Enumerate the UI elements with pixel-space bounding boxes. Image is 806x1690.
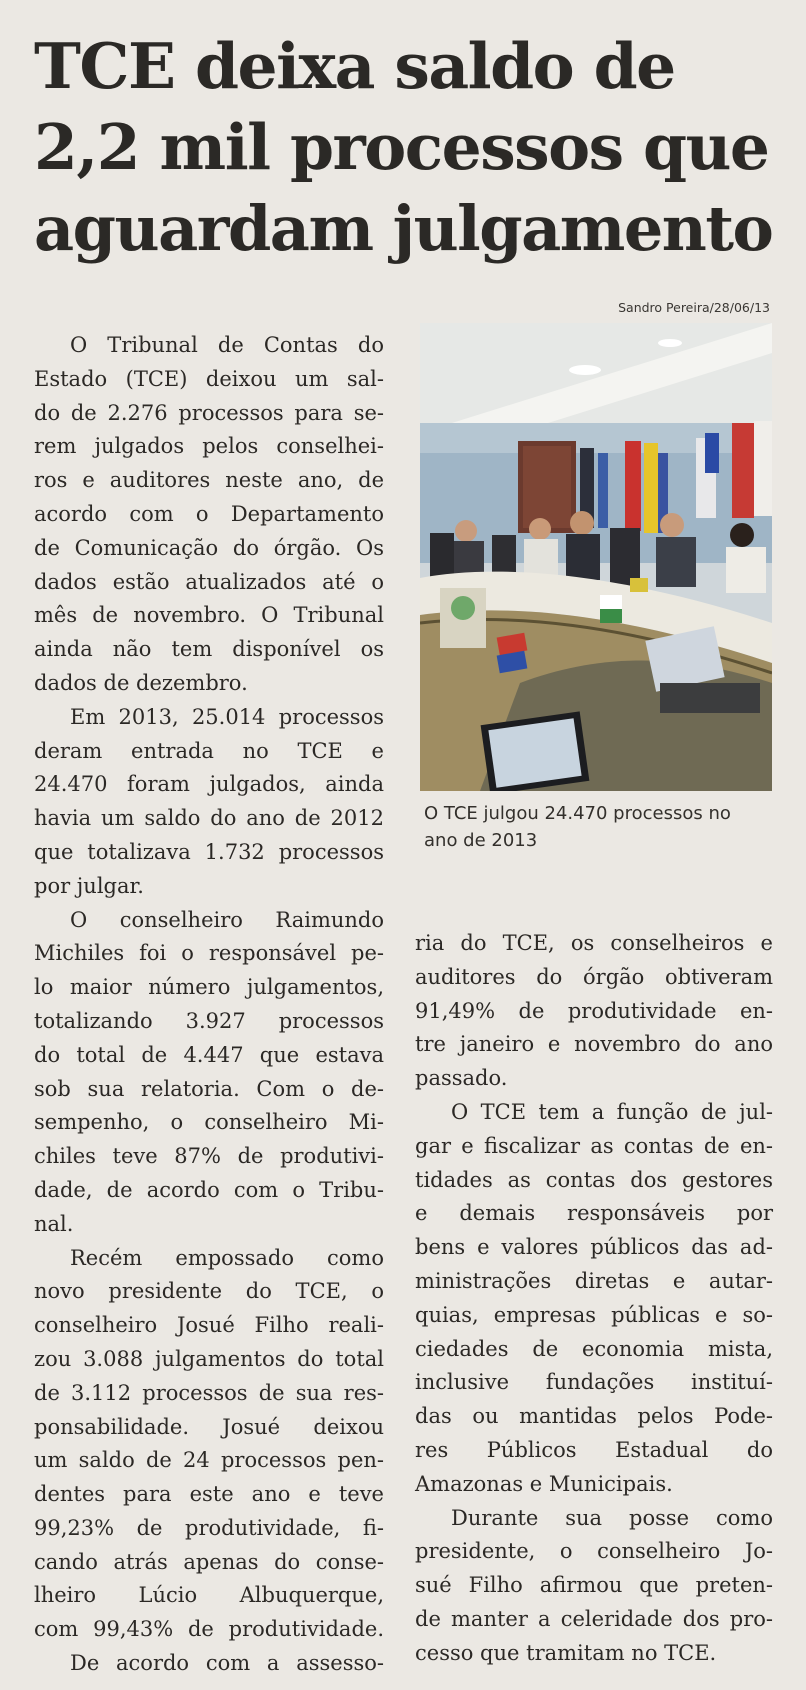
text-line: passado. — [415, 1066, 508, 1091]
photo-caption — [424, 800, 784, 854]
text-line: res Públicos Estadual do — [415, 1437, 773, 1462]
text-line: inclusive fundações instituí- — [415, 1370, 773, 1395]
text-line: sué Filho afirmou que preten- — [415, 1573, 773, 1598]
text-line: ainda não tem disponível os — [34, 637, 384, 662]
text-line: Em 2013, 25.014 processos — [70, 704, 384, 729]
text-line: dentes para este ano e teve — [34, 1482, 384, 1507]
text-line: que totalizava 1.732 processos — [34, 839, 384, 864]
text-line: bens e valores públicos das ad- — [415, 1235, 773, 1260]
text-line: Durante sua posse como — [451, 1505, 773, 1530]
photo-credit: Sandro Pereira/28/06/13 — [618, 300, 770, 315]
text-line: ros e auditores neste ano, de — [34, 468, 384, 493]
text-line: ria do TCE, os conselheiros e — [415, 931, 773, 955]
text-line: auditores do órgão obtiveram — [415, 964, 773, 989]
text-line: ciedades de economia mista, — [415, 1336, 773, 1361]
text-line: ponsabilidade. Josué deixou — [34, 1414, 384, 1439]
text-line: cando atrás apenas do conse- — [34, 1549, 384, 1574]
text-line: 91,49% de produtividade en- — [415, 998, 773, 1023]
text-line: sempenho, o conselheiro Mi- — [34, 1110, 384, 1135]
headline-line: 2,2 mil processos que — [34, 110, 769, 184]
text-line: Recém empossado como — [70, 1245, 384, 1270]
text-line: do total de 4.447 que estava — [34, 1042, 384, 1067]
article-column-1 — [34, 329, 384, 1681]
text-line: tre janeiro e novembro do ano — [415, 1032, 773, 1057]
text-line: O conselheiro Raimundo — [70, 907, 384, 932]
text-line: tidades as contas dos gestores — [415, 1167, 773, 1192]
photo-illustration — [420, 323, 772, 791]
text-line: por julgar. — [34, 873, 144, 898]
text-line: chiles teve 87% de produtivi- — [34, 1144, 384, 1169]
text-line: lheiro Lúcio Albuquerque, — [34, 1583, 384, 1608]
text-line: dados de dezembro. — [34, 670, 248, 695]
text-line: novo presidente do TCE, o — [34, 1279, 384, 1304]
text-line: 99,23% de produtividade, fi- — [34, 1515, 384, 1540]
text-line: de 3.112 processos de sua res- — [34, 1380, 384, 1405]
text-line: de Comunicação do órgão. Os — [34, 535, 384, 560]
text-line: mês de novembro. O Tribunal — [34, 603, 384, 628]
caption-line: O TCE julgou 24.470 processos no — [424, 803, 731, 824]
headline-line: TCE deixa saldo de — [34, 29, 675, 103]
text-line: O Tribunal de Contas do — [70, 333, 384, 357]
text-line: presidente, o conselheiro Jo- — [415, 1539, 773, 1564]
text-line: conselheiro Josué Filho reali- — [34, 1313, 384, 1338]
text-line: quias, empresas públicas e so- — [415, 1302, 773, 1327]
text-line: dade, de acordo com o Tribu- — [34, 1177, 384, 1202]
text-line: gar e fiscalizar as contas de en- — [415, 1133, 773, 1158]
text-line: totalizando 3.927 processos — [34, 1008, 384, 1033]
text-line: Amazonas e Municipais. — [415, 1471, 673, 1496]
text-line: deram entrada no TCE e — [34, 738, 384, 763]
text-line: rem julgados pelos conselhei- — [34, 434, 384, 459]
text-line: sob sua relatoria. Com o de- — [34, 1076, 384, 1101]
headline — [34, 26, 774, 269]
text-line: cesso que tramitam no TCE. — [415, 1640, 717, 1665]
text-line: de manter a celeridade dos pro- — [415, 1606, 773, 1631]
text-line: Michiles foi o responsável pe- — [34, 941, 384, 966]
article-photo — [420, 323, 772, 791]
text-line: acordo com o Departamento — [34, 501, 384, 526]
text-line: ministrações diretas e autar- — [415, 1268, 773, 1293]
text-line: com 99,43% de produtividade. — [34, 1617, 384, 1642]
text-line: De acordo com a assesso- — [70, 1651, 384, 1676]
text-line: um saldo de 24 processos pen- — [34, 1448, 384, 1473]
text-line: do de 2.276 processos para se- — [34, 400, 384, 425]
caption-line: ano de 2013 — [424, 830, 538, 851]
text-line: Estado (TCE) deixou um sal- — [34, 366, 384, 391]
headline-line: aguardam julgamento — [34, 192, 773, 265]
text-line: e demais responsáveis por — [415, 1201, 773, 1226]
article-column-2 — [415, 927, 773, 1671]
text-line: 24.470 foram julgados, ainda — [34, 772, 384, 797]
text-line: lo maior número julgamentos, — [34, 975, 384, 1000]
text-line: nal. — [34, 1211, 74, 1236]
text-line: havia um saldo do ano de 2012 — [34, 806, 384, 831]
text-line: das ou mantidas pelos Pode- — [415, 1404, 773, 1429]
text-line: dados estão atualizados até o — [34, 569, 384, 594]
text-line: zou 3.088 julgamentos do total — [34, 1346, 384, 1371]
text-line: O TCE tem a função de jul- — [451, 1099, 773, 1124]
